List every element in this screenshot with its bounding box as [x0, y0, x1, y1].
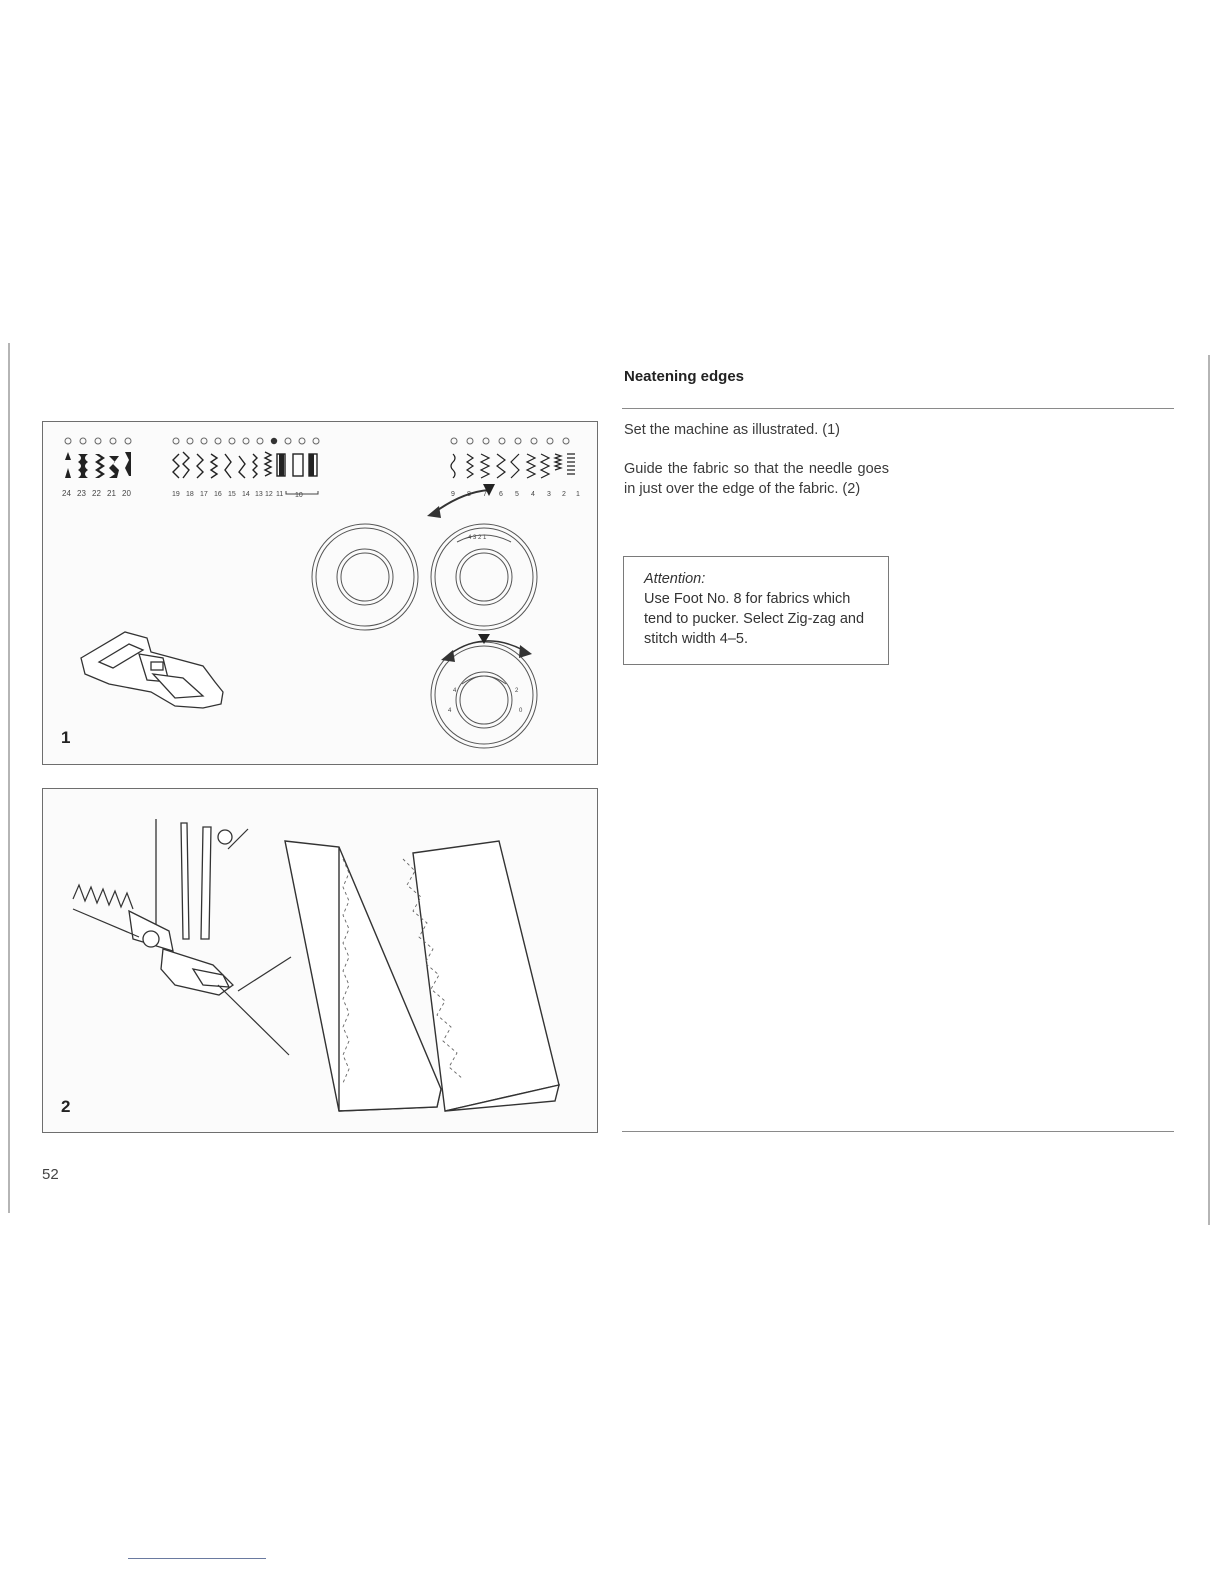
left-page-edge	[8, 343, 10, 1213]
paragraph-setup: Set the machine as illustrated. (1)	[624, 422, 840, 438]
svg-text:15: 15	[228, 491, 236, 498]
section-title: Neatening edges	[624, 368, 745, 385]
svg-text:10: 10	[295, 492, 303, 499]
attention-text: Use Foot No. 8 for fabrics which tend to pucker. Select Zig-zag and stitch width 4–5.	[644, 591, 865, 647]
svg-text:5: 5	[515, 491, 519, 498]
page-number: 52	[42, 1166, 59, 1183]
svg-text:4: 4	[448, 708, 452, 714]
svg-text:2: 2	[515, 688, 519, 694]
decorative-stitch-glyphs	[65, 452, 131, 478]
figure-2-panel	[42, 788, 598, 1133]
svg-text:17: 17	[200, 491, 208, 498]
svg-text:9: 9	[451, 491, 455, 498]
stitch-group-left	[65, 438, 131, 444]
svg-text:24: 24	[62, 489, 71, 498]
svg-text:6: 6	[499, 491, 503, 498]
attention-note	[623, 556, 889, 665]
svg-text:3: 3	[547, 491, 551, 498]
figure-2-illustration	[43, 789, 596, 1131]
svg-text:8: 8	[467, 491, 471, 498]
bottom-rule	[622, 1131, 1174, 1132]
svg-text:2: 2	[562, 491, 566, 498]
svg-text:12: 12	[265, 491, 273, 498]
svg-text:18: 18	[186, 491, 194, 498]
svg-text:22: 22	[92, 489, 101, 498]
svg-text:7: 7	[483, 491, 487, 498]
svg-text:13: 13	[255, 491, 263, 498]
svg-text:23: 23	[77, 489, 86, 498]
svg-text:1: 1	[576, 491, 580, 498]
machine-needle-drawing	[129, 819, 233, 995]
svg-text:21: 21	[107, 489, 116, 498]
presser-foot-drawing	[81, 632, 223, 708]
fabric-strip-right	[413, 841, 559, 1111]
svg-text:0: 0	[519, 708, 523, 714]
footer-line	[128, 1558, 266, 1559]
stitch-knob-left	[312, 524, 418, 630]
svg-text:16: 16	[214, 491, 222, 498]
svg-text:14: 14	[242, 491, 250, 498]
figure-1-panel	[42, 421, 598, 765]
attention-label: Attention:	[644, 571, 706, 587]
paragraph-guide: Guide the fabric so that the needle goes in just over the edge of the fabric. (2)	[624, 461, 889, 497]
figure-2-label: 2	[61, 1097, 71, 1116]
svg-text:4: 4	[531, 491, 535, 498]
stitch-group-middle	[173, 438, 319, 444]
figure-1-illustration	[43, 422, 596, 763]
svg-text:11: 11	[276, 491, 284, 498]
title-rule	[622, 408, 1174, 409]
svg-text:4: 4	[453, 688, 457, 694]
stitch-group-right	[451, 438, 569, 444]
figure-1-label: 1	[61, 728, 71, 747]
svg-text:19: 19	[172, 491, 180, 498]
svg-text:4 3 2 1: 4 3 2 1	[468, 535, 487, 541]
right-page-edge	[1208, 355, 1210, 1225]
svg-text:20: 20	[122, 489, 131, 498]
